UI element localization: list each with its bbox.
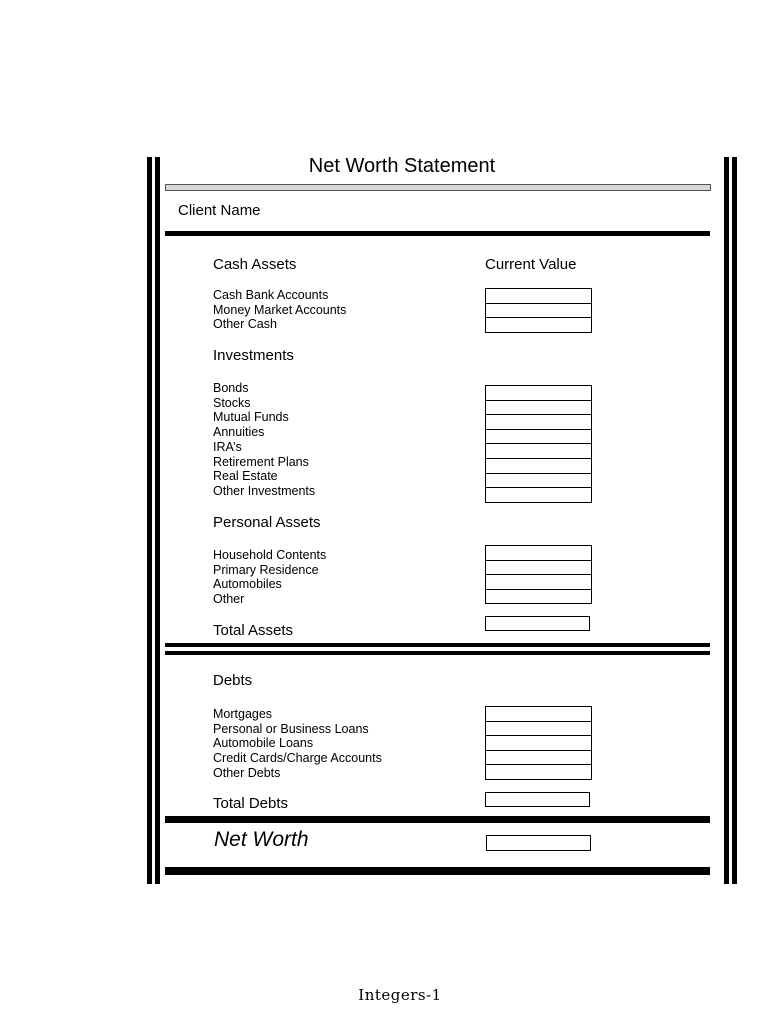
cash-items xyxy=(213,288,346,332)
left-border-outer xyxy=(147,157,152,884)
value-field[interactable] xyxy=(486,318,591,333)
list-item: Primary Residence xyxy=(213,562,319,577)
value-field[interactable] xyxy=(486,561,591,576)
left-border-inner xyxy=(155,157,160,884)
personal-value-boxes xyxy=(485,545,592,604)
value-field[interactable] xyxy=(486,765,591,780)
list-item: Annuities xyxy=(213,425,265,440)
assets-rule-top xyxy=(165,643,710,647)
total-assets-field[interactable] xyxy=(485,616,590,631)
value-field[interactable] xyxy=(486,289,591,304)
right-border-inner xyxy=(724,157,729,884)
total-debts-label: Total Debts xyxy=(213,795,289,812)
current-value-header: Current Value xyxy=(485,256,577,273)
page-title: Net Worth Statement xyxy=(308,155,496,177)
list-item: Other Debts xyxy=(213,765,281,780)
debts-rule xyxy=(165,816,710,823)
value-field[interactable] xyxy=(486,736,591,751)
list-item: IRA’s xyxy=(213,439,242,454)
list-item: Automobiles xyxy=(213,577,282,592)
right-border-outer xyxy=(732,157,737,884)
list-item: Household Contents xyxy=(213,548,327,562)
value-field[interactable] xyxy=(486,722,591,737)
list-item: Cash Bank Accounts xyxy=(213,288,329,302)
personal-assets-heading: Personal Assets xyxy=(213,514,321,531)
value-field[interactable] xyxy=(486,401,591,416)
debts-heading: Debts xyxy=(213,672,253,689)
value-field[interactable] xyxy=(486,430,591,445)
value-field[interactable] xyxy=(486,415,591,430)
investment-items xyxy=(213,381,315,499)
debt-items xyxy=(213,707,382,781)
list-item: Mortgages xyxy=(213,707,273,721)
debt-value-boxes xyxy=(485,706,592,780)
list-item: Stocks xyxy=(213,395,251,410)
client-rule xyxy=(165,231,710,236)
list-item: Money Market Accounts xyxy=(213,302,347,317)
value-field[interactable] xyxy=(486,386,591,401)
investments-heading: Investments xyxy=(213,347,294,364)
cash-value-boxes xyxy=(485,288,592,333)
net-worth-field[interactable] xyxy=(486,835,591,851)
bottom-rule xyxy=(165,867,710,875)
list-item: Bonds xyxy=(213,381,249,395)
value-field[interactable] xyxy=(486,575,591,590)
total-debts-field[interactable] xyxy=(485,792,590,807)
value-field[interactable] xyxy=(486,707,591,722)
value-field[interactable] xyxy=(486,459,591,474)
list-item: Other Investments xyxy=(213,483,316,498)
footer-label: Integers-1 xyxy=(358,986,442,1004)
list-item: Mutual Funds xyxy=(213,410,289,425)
value-field[interactable] xyxy=(486,751,591,766)
value-field[interactable] xyxy=(486,488,591,503)
value-field[interactable] xyxy=(486,304,591,319)
list-item: Credit Cards/Charge Accounts xyxy=(213,751,382,766)
list-item: Real Estate xyxy=(213,469,278,484)
value-field[interactable] xyxy=(486,546,591,561)
cash-assets-heading: Cash Assets xyxy=(213,256,297,273)
value-field[interactable] xyxy=(486,444,591,459)
list-item: Retirement Plans xyxy=(213,454,309,469)
total-assets-label: Total Assets xyxy=(213,622,294,639)
net-worth-label: Net Worth xyxy=(214,828,309,851)
assets-rule-bottom xyxy=(165,651,710,655)
value-field[interactable] xyxy=(486,590,591,605)
personal-items xyxy=(213,548,326,607)
list-item: Automobile Loans xyxy=(213,736,314,751)
list-item: Personal or Business Loans xyxy=(213,721,369,736)
title-rule xyxy=(165,184,711,191)
list-item: Other xyxy=(213,592,245,607)
client-name-label: Client Name xyxy=(178,202,261,219)
value-field[interactable] xyxy=(486,474,591,489)
investment-value-boxes xyxy=(485,385,592,503)
list-item: Other Cash xyxy=(213,317,277,332)
